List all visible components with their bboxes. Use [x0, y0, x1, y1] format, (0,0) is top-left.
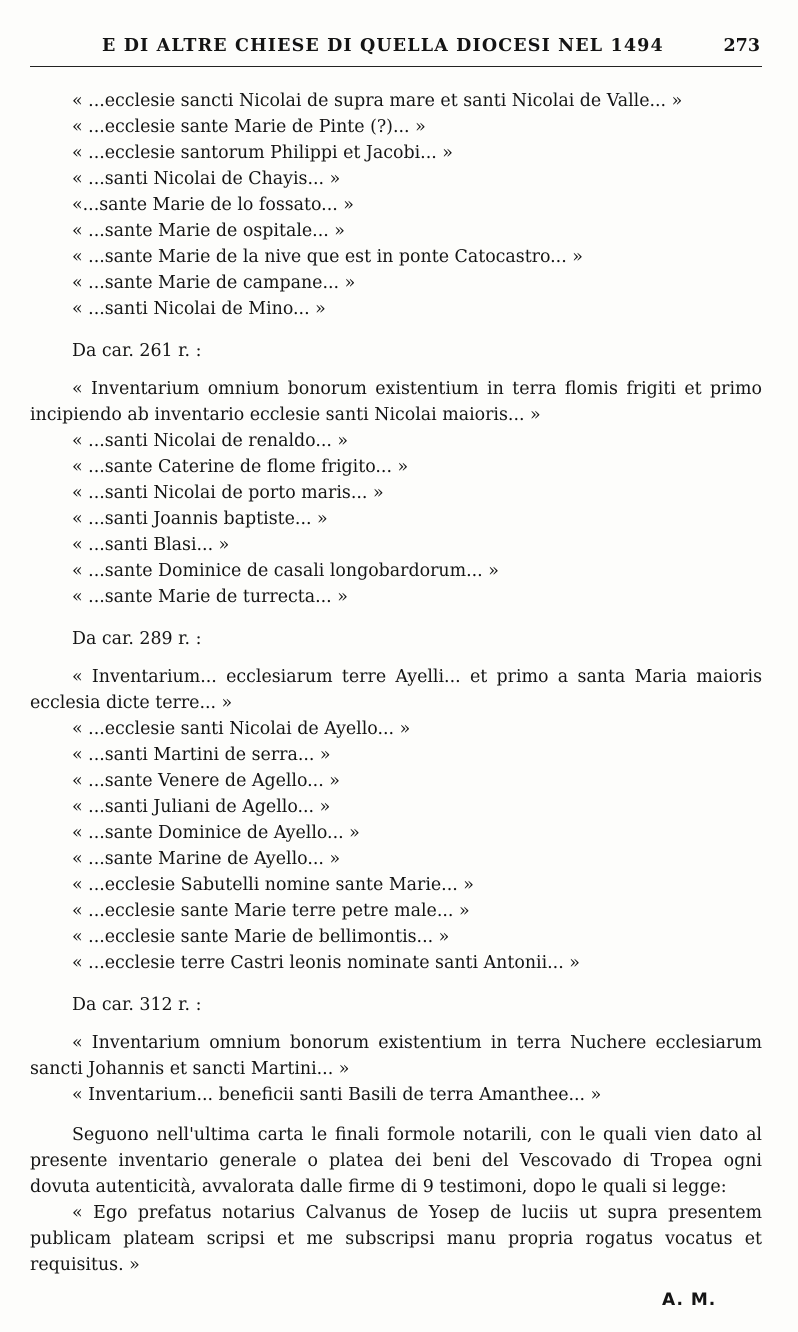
list-item: « ...ecclesie santorum Philippi et Jacobi... »	[72, 143, 453, 163]
list-item: « ...sante Dominice de Ayello... »	[72, 823, 360, 843]
list-item: « ...santi Joannis baptiste... »	[72, 509, 328, 529]
list-item: « ...santi Martini de serra... »	[72, 745, 331, 765]
inventory-intro: « Inventarium omnium bonorum existentium in terra flomis frigiti et primo incipiendo ab inventario ecclesie santi Nicolai maioris... »	[30, 379, 762, 425]
inventory-intro: « Inventarium... beneficii santi Basili de terra Amanthee... »	[72, 1085, 602, 1105]
author-signature: A. M.	[662, 1290, 717, 1310]
list-item: « ...ecclesie terre Castri leonis nominate santi Antonii... »	[72, 953, 580, 973]
section-heading: Da car. 289 r. :	[72, 629, 202, 649]
list-item: « ...sante Venere de Agello... »	[72, 771, 340, 791]
section-2-list	[30, 428, 762, 610]
list-item: « ...ecclesie sante Marie de bellimontis... »	[72, 927, 450, 947]
running-title: E DI ALTRE CHIESE DI QUELLA DIOCESI NEL 1494	[102, 36, 664, 56]
section-heading: Da car. 261 r. :	[72, 341, 202, 361]
list-item: « ...sante Dominice de casali longobardorum... »	[72, 561, 499, 581]
section-1-list	[30, 88, 762, 322]
page-body	[30, 88, 762, 1278]
list-item: « ...santi Nicolai de Chayis... »	[72, 169, 341, 189]
section-heading: Da car. 312 r. :	[72, 995, 202, 1015]
inventory-intro: « Inventarium... ecclesiarum terre Ayelli... et primo a santa Maria maioris ecclesia dicte terre... »	[30, 667, 762, 713]
list-item: « ...santi Blasi... »	[72, 535, 230, 555]
list-item: « ...sante Caterine de flome frigito... »	[72, 457, 409, 477]
list-item: « ...santi Nicolai de porto maris... »	[72, 483, 384, 503]
page-number: 273	[723, 36, 760, 56]
notary-quote: « Ego prefatus notarius Calvanus de Yosep de luciis ut supra presentem publicam plateam scripsi et me subscripsi manu propria rogatus vocatus et requisitus. »	[30, 1203, 762, 1275]
list-item: « ...ecclesie sante Marie terre petre male... »	[72, 901, 470, 921]
list-item: « ...ecclesie santi Nicolai de Ayello... »	[72, 719, 411, 739]
closing-paragraph: Seguono nell'ultima carta le finali formole notarili, con le quali vien dato al presente inventario generale o platea dei beni del Vescovado di Tropea ogni dovuta autenticità, avvalorata dalle firme di 9 testimoni, dopo le quali si legge:	[30, 1125, 762, 1197]
running-header	[30, 30, 762, 67]
list-item: « ...santi Nicolai de Mino... »	[72, 299, 326, 319]
list-item: « ...santi Nicolai de renaldo... »	[72, 431, 349, 451]
list-item: « ...santi Juliani de Agello... »	[72, 797, 331, 817]
list-item: « ...ecclesie Sabutelli nomine sante Marie... »	[72, 875, 474, 895]
inventory-intro: « Inventarium omnium bonorum existentium in terra Nuchere ecclesiarum sancti Johannis et sancti Martini... »	[30, 1033, 762, 1079]
list-item: « ...sante Marie de ospitale... »	[72, 221, 345, 241]
list-item: « ...sante Marine de Ayello... »	[72, 849, 341, 869]
list-item: « ...ecclesie sante Marie de Pinte (?)... »	[72, 117, 426, 137]
list-item: « ...ecclesie sancti Nicolai de supra mare et santi Nicolai de Valle... »	[72, 91, 683, 111]
list-item: « ...sante Marie de turrecta... »	[72, 587, 348, 607]
list-item: «...sante Marie de lo fossato... »	[72, 195, 354, 215]
list-item: « ...sante Marie de campane... »	[72, 273, 356, 293]
list-item: « ...sante Marie de la nive que est in ponte Catocastro... »	[72, 247, 583, 267]
section-3-list	[30, 716, 762, 976]
